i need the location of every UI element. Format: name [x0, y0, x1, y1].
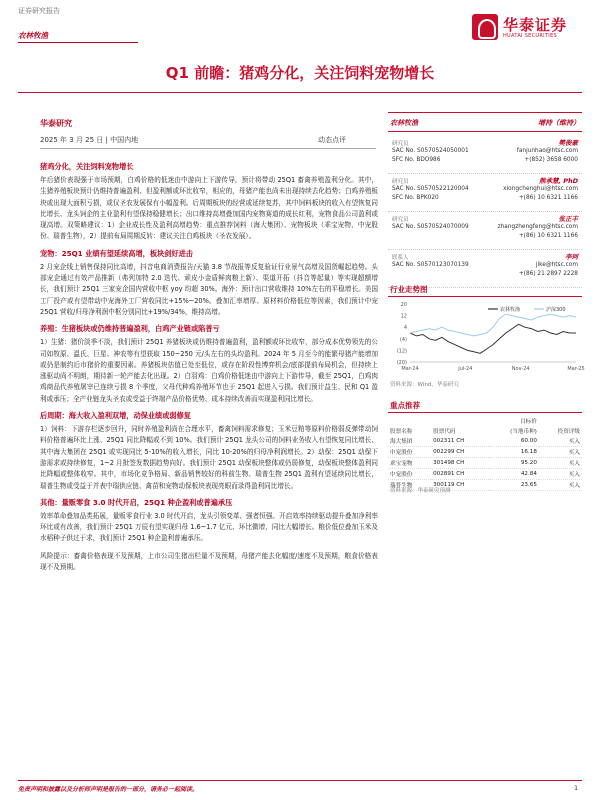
table-row [388, 447, 582, 458]
chart-rule [388, 296, 582, 297]
table-row [388, 469, 582, 480]
cell-rating: 买入 [539, 436, 582, 447]
chart-source: 资料来源：Wind，华泰研究 [390, 382, 459, 388]
analyst-phone: +(86) 10 6321 1166 [518, 195, 578, 201]
analyst-sac: SAC No. S0570522120004 [392, 186, 469, 192]
doc-type: 动态点评 [318, 136, 346, 144]
analyst-role: 联系人 [392, 255, 409, 261]
cell-code: 002891 CH [431, 469, 489, 480]
x-tick-label: Nov-24 [511, 366, 530, 372]
cell-company: 瑞普生物 [388, 480, 431, 491]
analyst-phone: +(852) 3658 6000 [524, 157, 578, 163]
cell-price: 16.18 [489, 447, 539, 458]
footer-disclaimer: 免责声明和披露以及分析师声明是报告的一部分，请务必一起阅读。 [18, 786, 199, 793]
analyst-email[interactable]: jike@htsc.com [535, 262, 578, 268]
col-rating: 投资评级 [557, 429, 580, 435]
legend-label: 沪深300 [546, 307, 566, 313]
analyst-phone: +(86) 10 6321 1166 [518, 233, 578, 239]
col-code: 股票代码 [433, 429, 456, 435]
cell-rating: 买入 [539, 447, 582, 458]
x-tick-label: Mar-25 [567, 366, 585, 372]
cell-price: 95.20 [489, 458, 539, 469]
section-body: 2 月宠企线上销售保持同比高增，抖音电商消费报告/天猫 3.8 节战报等反复验证行业景气高增及国货崛起趋势。头部宠企通过有效产品推新（弗列加特 2.0 迭代、顽皮小金盾鲜肉粮上新）、渠道开拓（抖音等起量）等实现超额增长，我们预计 25Q1 三家宠企国内营收中枢 yoy 均超 30%。海外：预计出口营收维持 10%左右的平稳增长。美国工厂投产或有望带动中宠海外工厂营收同比+15%~20%。叠加汇率增厚、原材料价格低位等因素，我们预计中宠 25Q1 营收/归母净利润中枢分别同比+19%/34%，维持高增。 [40, 262, 378, 316]
cell-company: 中宠股份 [388, 469, 431, 480]
analyst-phone: +(86) 21 2897 2228 [518, 271, 578, 277]
cell-code: 002299 CH [431, 447, 489, 458]
risk-warning: 风险提示：畜禽价格表现不及预期，上市公司生猪出栏量不及预期，母猪产能去化幅度/速度不及预期，粮食价格表现不及预期。 [40, 551, 378, 572]
series-line [410, 324, 576, 353]
page-number: 1 [574, 784, 579, 792]
section [40, 162, 378, 243]
y-tick-label: 12 [400, 313, 407, 320]
title-rule [18, 92, 582, 93]
legend-label: 农林牧渔 [500, 307, 521, 313]
analyst-role: 研究员 [392, 179, 409, 185]
series-lines [410, 314, 576, 353]
analyst-email[interactable]: zhangzhengfeng@htsc.com [497, 224, 578, 230]
y-tick-label: 4 [403, 325, 407, 332]
analyst-name: 李珂 [565, 253, 578, 261]
analyst-sfc: SFC No. BPK020 [392, 195, 439, 201]
y-tick-label: (4) [399, 336, 407, 343]
col-price-label: 目标价 [520, 419, 537, 425]
report-title: Q1 前瞻：猪鸡分化，关注饲料宠物增长 [165, 64, 435, 82]
analyst-name: 熊承慧, PhD [538, 177, 578, 185]
dateline [40, 135, 138, 145]
cell-company: 中宠股份 [388, 447, 431, 458]
analyst-name: 樊俊豪 [558, 139, 578, 147]
dateline-rule [40, 148, 376, 149]
section-heading: 后周期：海大收入盈利双增，动保业绩或弱修复 [40, 411, 191, 421]
sector-tag: 农林牧渔 [18, 31, 48, 40]
analyst-sac: SAC No. S0570524050001 [392, 148, 469, 154]
analyst-email[interactable]: fanjunhao@htsc.com [516, 148, 578, 154]
table-row [388, 436, 582, 447]
section [40, 249, 378, 318]
chart-title: 行业走势图 [390, 285, 428, 294]
logo-en-text: HUATAI SECURITIES [503, 33, 557, 39]
report-type-label: 证券研究报告 [18, 7, 60, 15]
recommend-title: 重点推荐 [390, 401, 420, 410]
section-heading: 其他：量贩零食 3.0 时代开启，25Q1 种企盈利或普遍承压 [40, 497, 233, 507]
section [40, 498, 378, 545]
section-body: 效率革命叠加品类拓展，量贩零食行业 3.0 时代开启，龙头引领变革、强者恒强。开启效率持续驱动提升叠加净利率环比或有改善，我们预计 25Q1 万辰有望实现归母 1.6~1.7 亿元、环比微增，同比大幅增长。粮价低位叠加玉米及水稻种子供过于求，我们预计 25Q1 种企盈利普遍承压。 [40, 511, 378, 543]
recommend-table [388, 416, 582, 491]
main-body [40, 162, 378, 579]
section [40, 324, 378, 405]
sector-rule [18, 42, 138, 43]
industry-trend-chart [388, 300, 585, 376]
analyst-role: 研究员 [392, 217, 409, 223]
section-body: 1）饲料：下游存栏逐步回升，同时养殖盈利尚在合理水平，畜禽饲料需求修复；玉米豆粕等原料价格弱反弹带动饲料价格普遍环比上涨、25Q1 同比降幅或不到 10%。我们预计 25Q1 龙头公司的饲料业务收入有望恢复同比增长、其中海大集团在 25Q1 或实现同比 5-10%的收入增长，同比 10-20%的归母净利润增长。2）动保：25Q1 动保下游需求或持续修复，1~2 月批签发数据趋势向好。我们预计 25Q1 动保板块整体或仍弱修复，动保板块整体盈利同比降幅或整体收窄。其中，市场化竞争格局、新品销售较好的科前生物、瑞普生物 25Q1 盈利有望延续同比增长，瑞普生物或受益于并表中瑞供应链、禽苗和宠物动保板块表现亮眼而录得盈利同比增长。 [40, 425, 378, 490]
analyst-name: 张正丰 [558, 215, 578, 223]
table-header-row-2 [388, 426, 582, 436]
section-heading: 猪鸡分化，关注饲料宠物增长 [40, 162, 134, 171]
cell-code: 300119 CH [431, 480, 489, 491]
cell-rating: 买入 [539, 458, 582, 469]
analyst-card [388, 136, 582, 174]
col-company: 股票名称 [390, 429, 413, 435]
logo-mark-icon [472, 14, 498, 40]
recommend-rule [388, 412, 582, 413]
cell-rating: 买入 [539, 469, 582, 480]
analyst-sac: SAC No. S0570123070139 [392, 262, 469, 268]
rating-bar [388, 112, 582, 132]
cell-code: 301498 CH [431, 458, 489, 469]
analyst-card [388, 250, 582, 288]
y-tick-label: (20) [396, 360, 407, 366]
separator: | [105, 136, 111, 144]
analyst-sfc: SFC No. BDO986 [392, 157, 441, 163]
risk-section [40, 551, 378, 574]
cell-rating: 买入 [539, 480, 582, 491]
section-body: 1）生猪：猪价淡季不淡，我们预计 25Q1 养猪板块或仍维持普遍盈利，盈利额或环比收窄，部分成本优势领先的公司如牧原、温氏、巨星、神农等有望获取 150~250 元/头左右的头均盈利。2024 年 5 月至今的能繁母猪产能增加或仍是制约后市猪价的重要因素。养猪板块估值已处至低位，或存在阶段性博弈机会/底部提前布局机会，但持续上涨驱动尚不明朗，期待新一轮产能去化出现。2）白羽鸡：白鸡价格低迷由中游向上下游传导，截至 25Q1，白鸡肉鸡商品代养殖屠宰已连续亏损 8 个季度，父母代种鸡养殖环节也于 25Q1 起进入亏损。我们预计益生、民和 Q1 盈利或承压；全产业链龙头圣农或受益于终端产品价格优势、成本持续改善而实现盈利同比增长。 [40, 338, 378, 403]
x-tick-label: Jul-24 [458, 366, 473, 372]
logo-cn-text: 华泰证券 [503, 16, 568, 34]
x-axis-ticks [401, 366, 584, 372]
cell-price: 42.84 [489, 469, 539, 480]
cell-price: 23.65 [489, 480, 539, 491]
section-heading: 宠物：25Q1 业绩有望延续高增，板块剑好进击 [40, 248, 193, 258]
analyst-card [388, 212, 582, 250]
report-date: 2025 年 3 月 25 日 [40, 136, 104, 144]
footer-rule [18, 780, 582, 781]
cell-company: 乖宝宠物 [388, 458, 431, 469]
analyst-sac: SAC No. S0570524070009 [392, 224, 469, 230]
analyst-email[interactable]: xiongchenghui@htsc.com [503, 186, 578, 192]
analyst-card [388, 174, 582, 212]
sidebar-rating: 增持（维持） [538, 119, 580, 127]
research-org: 华泰研究 [40, 119, 72, 128]
analyst-role: 研究员 [392, 141, 409, 147]
cell-price: 60.00 [489, 436, 539, 447]
chart-legend [488, 306, 566, 313]
x-tick-label: Mar-24 [401, 366, 419, 372]
table-row [388, 458, 582, 469]
sidebar-sector: 农林牧渔 [390, 119, 418, 127]
recommend-source: 资料来源：华泰研究预测 [390, 488, 451, 494]
section [40, 411, 378, 492]
table-header-row-1 [388, 416, 582, 426]
y-tick-label: 20 [400, 302, 407, 308]
sidebar [388, 112, 582, 288]
y-tick-label: (12) [396, 348, 407, 355]
col-price-unit: (当地币种) [510, 429, 537, 435]
cell-code: 002311 CH [431, 436, 489, 447]
report-region: 中国内地 [110, 136, 139, 144]
cell-company: 海大集团 [388, 436, 431, 447]
company-logo [472, 14, 582, 42]
section-body: 年后猪价表现强于市场预期，白鸡价格的低迷由中游向上下游传导，预计将带动 25Q1 畜禽养殖盈利分化。其中，生猪养殖板块预计仍维持普遍盈利、但盈利额或环比收窄，相应的，母猪产能也尚未出现持续去化趋势；白鸡养殖板块或出现大面积亏损，或仅圣农发展保有小幅盈利。后周期板块的经营或延续复苏，其中饲料板块的收入有望恢复同比增长、龙头饲企的主业盈利有望保持稳健增长；出口维持高增叠加国内宠物赛道的成长红利，宠物食品公司盈利或现高增。双策略建议：1）企业成长性及盈利高增趋势：重点推荐饲料（海大集团）、宠物板块（乖宝宠物、中宠股份、瑞普生物），2）提前布局周期反转：建议关注白鸡板块（圣农发展）。 [40, 176, 378, 241]
section-heading: 养殖：生猪板块或仍维持普遍盈利，白鸡产业链或陷普亏 [40, 324, 220, 334]
